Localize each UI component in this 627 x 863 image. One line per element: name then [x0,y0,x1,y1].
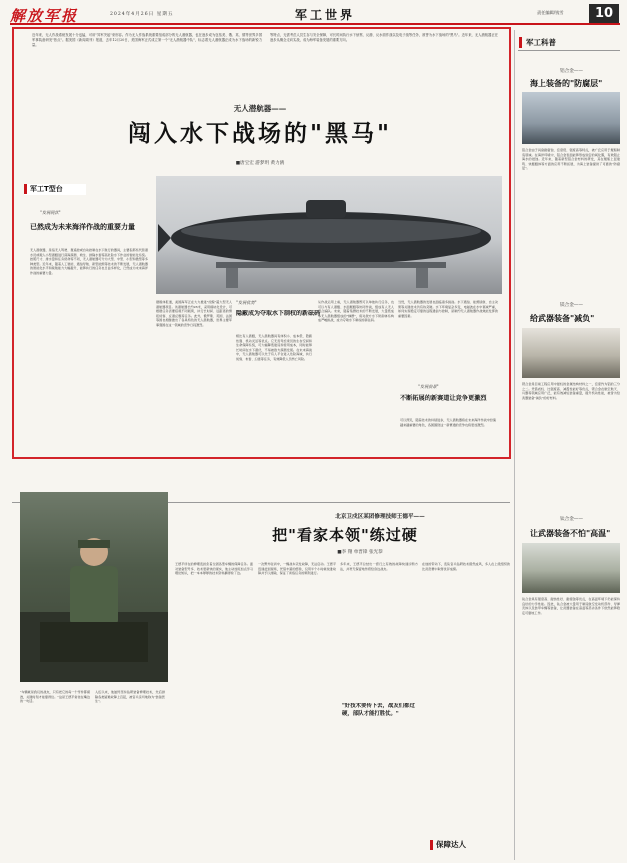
section-kicker-status: "发展现状" [40,210,61,215]
article-body-col3: 相比有人潜艇，无人潜航器具有体积小、成本低、隐蔽性强、机动灵活等优点。它无需考虑乘员的生存空间和生命保障系统，可大幅降低建造和使用成本，同时能够长时间在水下潜伏，不易被敌方探测发现。在未来海战中，无人潜航器可以先于有人平台进入危险海域，执行侦察、布雷、扫雷等任务，有效降低人员伤亡风险。 [236,334,312,361]
uuv-illustration [156,176,502,294]
article-body-col1: 无人潜航器，是指无人驾驶、靠遥控或自动控制在水下航行的器具，主要指那些代替潜水员或载人小型潜艇进行深海探测、救生、排除水雷等高危险水下作业的智能化系统。按照尺寸、排水量和任务使命等不同，无人潜航器可分为大型、中型、小型和微型等多种类型。近年来，随着人工智能、通信导航、新型能源等技术的不断发展，无人潜航器的智能化水平和续航能力大幅提升，能够执行的任务也日益多样化，已然成为未来海洋作战的重要力量。 [30,248,148,275]
masthead-logo: 解放军报 [10,7,79,23]
feature-intro-right: 等特点，无需考虑人员生存与安全保障，可长时间执行水下侦察、反潜、反水面作战以及电子战等任务，被誉为水下战场的"黑马"。近年来，无人潜航器正在逐步从概念走向实战，成为海军装备发展的重要方向。 [270,33,498,42]
lower-body-col1: "车辆就是我们的战友，只有把它的每一个零件都摸透，关键时刻才能靠得住。"这是王德平常挂在嘴边的一句话。 [20,690,90,704]
section-kicker-advantage: "发展优势" [236,300,257,305]
bottom-tag-marker [430,840,433,850]
rail-item-headline: 让武器装备不怕"高温" [530,529,611,538]
vehicle-photo [522,328,620,378]
rail-item-kicker: 镁合金—— [560,303,583,308]
rail-item-body: 铝合金由于具备耐腐蚀、密度低、强度高等特点，被广泛应用于舰船制造领域。在海洋环境中，铝合金表面能够形成致密的氧化膜，有效阻止海水的侵蚀。近年来，随着新型铝合金材料的研发，其在舰船上层建筑、快艇艇体等方面的应用不断拓展，为海上装备提供了可靠的"防腐层"。 [522,148,620,171]
page-number: 10 [589,4,619,23]
rail-item-headline: 给武器装备"减负" [530,314,595,323]
technician-photo [20,492,168,682]
article-body-col2: 据媒体报道，美国海军正在大力推进"虎鲸"超大型无人潜航器项目。该潜航器长约26米，采用模块化设计，可根据任务需要搭载不同载荷，执行长时间、远距离的情报侦察、反潜反舰等任务。此外，俄罗斯、英国、法国等国也相继推出了各具特色的无人潜航器，世界主要军事强国在这一领域的竞争日趋激烈。 [156,300,232,327]
lower-body-col2: 入伍以来，他始终坚持钻研装备修理技术，先后排除各类疑难故障上百起，被官兵亲切地称为"装备医生"。 [95,690,165,704]
feature-title: 闯入水下战场的"黑马" [128,121,392,145]
section-title: 军工世界 [294,8,355,22]
section-subhead-status: 已然成为未来海洋作战的重要力量 [30,223,135,231]
section-kicker-prospect: "发展前景" [418,384,439,389]
article-body-col5: 当然，无人潜航器的发展也面临诸多挑战。水下通信、能源续航、自主决策等关键技术仍有待突破。水下环境复杂多变，电磁波在水中衰减严重，如何实现稳定可靠的远程通信与控制，是制约无人潜航器作战效能发挥的重要因素。 [398,300,498,318]
lower-story-quote: "好技术要传下去，战友们都过硬，部队才能打胜仗。" [342,703,415,717]
article-body-col4: 从作战运用上看，无人潜航器既可以单独执行任务，也可以与有人潜艇、水面舰艇等协同作战，组成有人无人混合编队。未来，随着集群技术的不断发展，大量低成本无人潜航器组成的"蜂群"，将对敌方水下防御体系构成严峻挑战，成为夺取水下制权的新砝码。 [318,300,394,323]
rail-item-body: 钛合金具有强度高、耐热性好、耐腐蚀等优点，在高温环境下仍能保持良好的力学性能。因此，钛合金被大量用于制造航空发动机部件、导弹壳体以及装甲车辆等装备，让武器装备在高温等恶劣条件下依然能够稳定可靠地工作。 [522,597,620,615]
article-body-col6: 可以预见，随着技术的持续进步，无人潜航器将在未来海洋作战中扮演越来越重要的角色，各国围绕这一新赛道的竞争也将更加激烈。 [400,418,496,427]
rail-marker [519,37,522,48]
header-rule [10,23,620,25]
technician-illustration [20,492,168,682]
feature-kicker: 无人潜航器—— [233,104,287,113]
section-subhead-advantage: 隐蔽成为夺取水下制权的新砝码 [236,310,321,317]
rail-rule [518,50,620,51]
rail-title: 军工科普 [526,38,556,47]
rail-divider [514,30,515,860]
lower-story-title: 把"看家本领"练过硬 [272,526,418,544]
lower-story-kicker: 北京卫戍区某团修理技师王德平—— [335,514,425,520]
lower-body-col4: 一次野外驻训中，一辆战车突发故障，无法启动。王德平迅速赶到现场，凭借丰富的经验，仅用半个小时就找准故障并予以排除，保证了训练任务的顺利进行。 [258,562,336,576]
rail-item-kicker: 钛合金—— [560,517,583,522]
lower-body-col6: 在他的带动下，连队官兵钻研技术蔚然成风，多人在上级组织的比武竞赛中取得优异成绩。 [422,562,510,571]
editor-credit: 责任编辑/钱雪 [537,10,564,15]
warship-photo [522,92,620,144]
lower-body-col3: 王德平所在的修理连担负着全团各型车辆的保障任务。面对装备型号多、技术更新快的现实，他主动加班加点学习理论知识，把一本本厚厚的技术资料翻得卷了边。 [175,562,253,576]
bottom-tag-label: 保障达人 [436,840,466,849]
rail-item-body: 镁合金是目前工程应用中最轻的金属结构材料之一，密度约为铝的三分之二。凭借质轻、比强度高、减震性能好等优点，镁合金在航空航天、兵器等领域应用广泛，能有效减轻装备重量，提升机动性能，被誉为给武器装备"减负"的好材料。 [522,382,620,400]
sidebar-tag-label: 军工T型台 [30,185,63,193]
uuv-photo [156,176,502,294]
rail-item-kicker: 铝合金—— [560,69,583,74]
section-subhead-prospect: 不断拓展的新赛道让竞争更激烈 [400,395,487,402]
sidebar-tag-marker [24,184,27,194]
lower-body-col5: 多年来，王德平总结出一套行之有效的故障快速诊断方法，并毫无保留地传授给身边战友。 [340,562,418,571]
tank-photo [522,543,620,593]
feature-byline: ■唐宝宏 游梦玥 黄力鸥 [235,161,285,166]
lower-story-byline: ■李 翔 单晋锋 张光恭 [337,550,383,555]
rail-item-headline: 海上装备的"防腐层" [530,79,603,88]
feature-intro-left: 近年来，无人作战系统发展十分迅猛，可用"异军突起"来形容。作为无人作战系统重要组成部分的无人潜航器，也在逐步成为包括美、俄、英、德等世界多国军事装备研发"热点"。据美国《新闻周刊》报道，去年12月20日，美国海军正式成立第一个"无人潜航器中队"，标志着无人潜航器正成为水下战场的新锐力量。 [32,33,262,47]
issue-date: 2024年4月26日 星期五 [110,12,174,17]
